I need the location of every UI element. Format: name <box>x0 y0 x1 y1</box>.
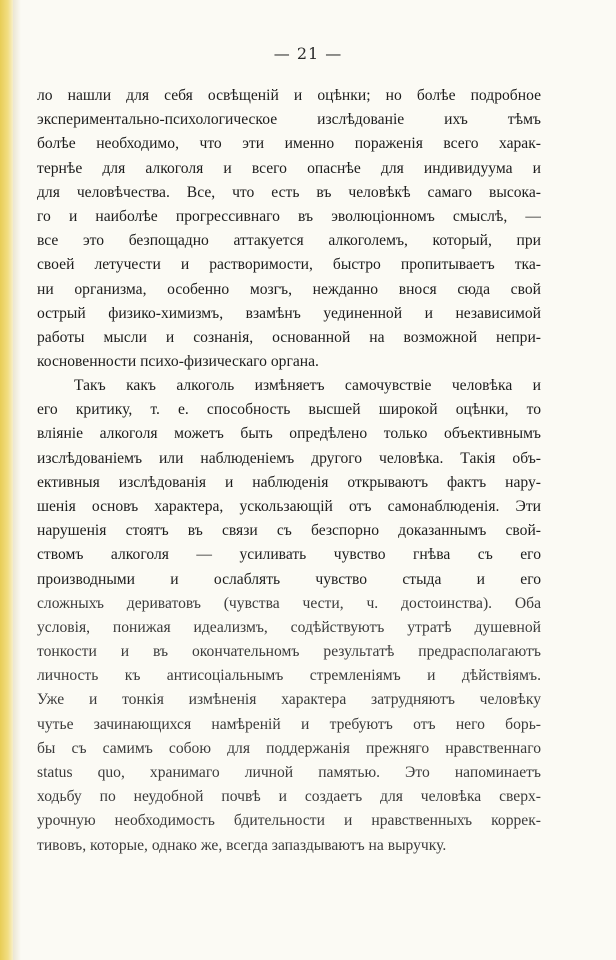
text-line: личность къ антисоціальнымъ стремленіямъ и дѣйствіямъ. <box>37 667 541 685</box>
text-line: тернѣе для алкоголя и всего опаснѣе для индивидуума и <box>37 159 541 177</box>
text-line: условія, понижая идеализмъ, содѣйствуютъ утратѣ душевной <box>37 618 541 636</box>
page-gutter <box>0 0 13 960</box>
text-line: ходьбу по неудобной почвѣ и создаетъ для человѣка сверх- <box>37 788 541 806</box>
text-line: вліяніе алкоголя можетъ быть опредѣлено только объективнымъ <box>37 425 541 443</box>
text-line: Уже и тонкія измѣненія характера затрудняютъ человѣку <box>37 691 541 709</box>
text-line: чутье зачинающихся намѣреній и требуютъ отъ него борь- <box>37 715 541 733</box>
text-line: тивовъ, которые, однако же, всегда запаздываютъ на выручку. <box>37 836 447 854</box>
text-line: бы съ самимъ собою для поддержанія прежняго нравственнаго <box>37 739 541 757</box>
text-line: ни организма, особенно мозгъ, нежданно внося сюда свой <box>37 280 541 298</box>
paragraph-2 <box>37 374 541 858</box>
text-line: го и наиболѣе прогрессивнаго въ эволюціонномъ смыслѣ, — <box>37 207 541 225</box>
text-line: работы мысли и сознанія, основанной на возможной непри- <box>37 328 541 346</box>
text-line: сложныхъ дериватовъ (чувства чести, ч. достоинства). Оба <box>37 594 541 612</box>
text-line: для человѣчества. Все, что есть въ человѣкѣ самаго высока- <box>37 183 541 201</box>
text-line: тонкости и въ окончательномъ результатѣ предрасполагаютъ <box>37 643 541 661</box>
text-line: нарушенія стоятъ въ связи съ безспорно доказаннымъ свой- <box>37 522 541 540</box>
text-line: шенія основъ характера, ускользающій отъ самонаблюденія. Эти <box>37 497 541 515</box>
page-number: — 21 — <box>273 44 343 63</box>
text-line: Такъ какъ алкоголь измѣняетъ самочувствіе человѣка и <box>74 377 541 394</box>
text-line: острый физико-химизмъ, взамѣнъ уединенной и независимой <box>37 304 541 322</box>
text-line: урочную необходимость бдительности и нравственныхъ коррек- <box>37 812 541 830</box>
text-line: болѣе необходимо, что эти именно пораженія всего харак- <box>37 135 541 153</box>
paragraph-1 <box>37 84 541 374</box>
text-line: своей летучести и растворимости, быстро пропитываетъ тка- <box>37 256 541 274</box>
page-edge-shadow <box>13 0 21 960</box>
text-line: изслѣдованіемъ или наблюденіемъ другого человѣка. Такія объ- <box>37 449 541 467</box>
text-line: ствомъ алкоголя — усиливать чувство гнѣва съ его <box>37 546 541 564</box>
text-line: косновенности психо-физическаго органа. <box>37 353 319 371</box>
text-line: его критику, т. е. способность высшей широкой оцѣнки, то <box>37 401 541 419</box>
text-line: ло нашли для себя освѣщеній и оцѣнки; но болѣе подробное <box>37 87 541 104</box>
text-line: производными и ослаблять чувство стыда и его <box>37 570 541 588</box>
text-line: все это безпощадно аттакуется алкоголемъ, который, при <box>37 232 541 250</box>
text-line: экспериментально-психологическое изслѣдованіе ихъ тѣмъ <box>37 111 541 129</box>
text-line: status quo, хранимаго личной памятью. Это напоминаетъ <box>37 764 541 781</box>
text-line: ективныя изслѣдованія и наблюденія открываютъ фактъ нару- <box>37 473 541 491</box>
